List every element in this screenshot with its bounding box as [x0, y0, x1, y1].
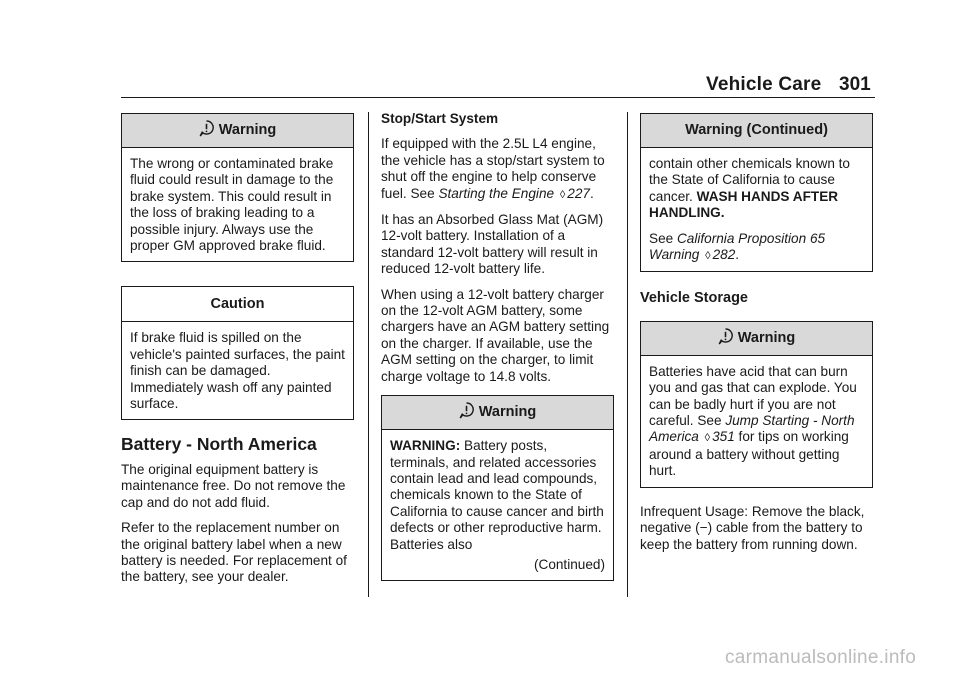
xref-arrow-icon: ◊: [704, 432, 711, 445]
warning-box-battery-acid: [640, 321, 873, 488]
page-header-title: Vehicle Care: [706, 74, 822, 95]
xref-page[interactable]: 227: [567, 185, 590, 201]
warning-label: Warning: [737, 330, 796, 347]
warning-body: contain other chemicals known to the State of California to cause cancer.: [649, 156, 850, 204]
section-heading-battery: Battery - North America: [121, 434, 317, 455]
warning-text: The wrong or contaminated brake fluid could result in damage to the brake system. This could result in the loss of braking leading to a possible injury. Always use the proper GM approved brake fluid.: [130, 156, 334, 254]
warning-body: Batteries have acid that can burn you and gas that can explode. You can be badly hurt if you are not careful. See: [649, 363, 857, 429]
warning-text: [390, 438, 605, 553]
warning-box-body: [641, 148, 872, 271]
warning-icon: [718, 328, 733, 349]
warning-box-body: [382, 430, 613, 580]
continued-label: (Continued): [533, 556, 605, 572]
xref-page[interactable]: 351: [712, 429, 735, 445]
xref-prop-65[interactable]: California Proposition 65 Warning: [649, 230, 826, 263]
see-text: See: [649, 230, 677, 246]
warning-box-header: [122, 114, 353, 148]
subheading-stop-start: Stop/Start System: [381, 111, 499, 126]
warning-box-body: [122, 148, 353, 261]
warning-lead: WARNING:: [390, 438, 461, 454]
warning-body-tail: for tips on working around a battery without getting hurt.: [649, 429, 849, 479]
warning-box-header: [641, 114, 872, 148]
warning-box-header: [641, 322, 872, 356]
xref-starting-engine[interactable]: Starting the Engine: [438, 185, 555, 201]
storage-paragraph-1: Infrequent Usage: Remove the black, negative (−) cable from the battery to keep the battery from running down.: [640, 503, 865, 552]
column-1: [121, 113, 354, 595]
watermark: carmanualsonline.info: [725, 647, 917, 668]
page-number: 301: [839, 74, 871, 95]
warning-box-brake-fluid: [121, 113, 354, 262]
caution-label: Caution: [210, 296, 265, 313]
warning-label: Warning: [218, 122, 277, 139]
warning-icon: [459, 402, 474, 423]
caution-box-body: [122, 322, 353, 419]
xref-arrow-icon: ◊: [705, 250, 711, 263]
stopstart-text: If equipped with the 2.5L L4 engine, the vehicle has a stop/start system to shut off the engine to help conserve fuel. See: [381, 136, 605, 201]
caution-text: If brake fluid is spilled on the vehicle's painted surfaces, the paint finish can be damaged. Immediately wash off any painted surface.: [130, 330, 345, 412]
stopstart-paragraph-3: When using a 12-volt battery charger on the 12-volt AGM battery, some chargers have an AGM battery setting on the charger. If available, use the AGM setting on the charger, to limit charge voltage to 14.8 volts.: [381, 286, 610, 384]
column-divider-2: [627, 112, 628, 597]
caution-box-header: [122, 287, 353, 322]
column-3: [640, 113, 873, 562]
stopstart-paragraph-1: If equipped with the 2.5L L4 engine, the vehicle has a stop/start system to shut off the engine to help conserve fuel. See Starting the Engine ◊ 227.: [381, 136, 605, 201]
column-2: [381, 111, 614, 581]
warning-text: [649, 156, 864, 222]
column-divider-1: [368, 112, 369, 597]
warning-emphasis: WASH HANDS AFTER HANDLING.: [649, 188, 839, 221]
xref-page[interactable]: 282: [712, 247, 736, 263]
header-rule: [121, 97, 875, 98]
xref-jump-starting[interactable]: Jump Starting - North America: [649, 413, 855, 445]
warning-label: Warning (Continued): [685, 122, 828, 139]
warning-box-lead: [381, 395, 614, 581]
warning-box-header: [382, 396, 613, 430]
xref-arrow-icon: ◊: [559, 188, 566, 201]
caution-box-brake-fluid: [121, 286, 354, 420]
subheading-vehicle-storage: Vehicle Storage: [640, 290, 748, 307]
battery-paragraph-1: The original equipment battery is maintenance free. Do not remove the cap and do not add fluid.: [121, 461, 346, 510]
battery-paragraph-2: Refer to the replacement number on the original battery label when a new battery is needed. For replacement of the battery, see your dealer.: [121, 520, 347, 585]
warning-text: [649, 364, 864, 480]
stopstart-paragraph-2: It has an Absorbed Glass Mat (AGM) 12-volt battery. Installation of a standard 12-volt battery will result in reduced 12-volt battery life.: [381, 212, 604, 277]
warning-see-reference: See California Proposition 65 Warning ◊ 282.: [649, 230, 826, 263]
warning-icon: [199, 120, 214, 141]
warning-body: Battery posts, terminals, and related accessories contain lead and lead compounds, chemicals known to the State of California to cause cancer and birth defects or other reproductive harm. Batteries also: [390, 438, 604, 552]
warning-box-body: [641, 356, 872, 487]
warning-box-continued: [640, 113, 873, 272]
warning-label: Warning: [478, 404, 537, 421]
